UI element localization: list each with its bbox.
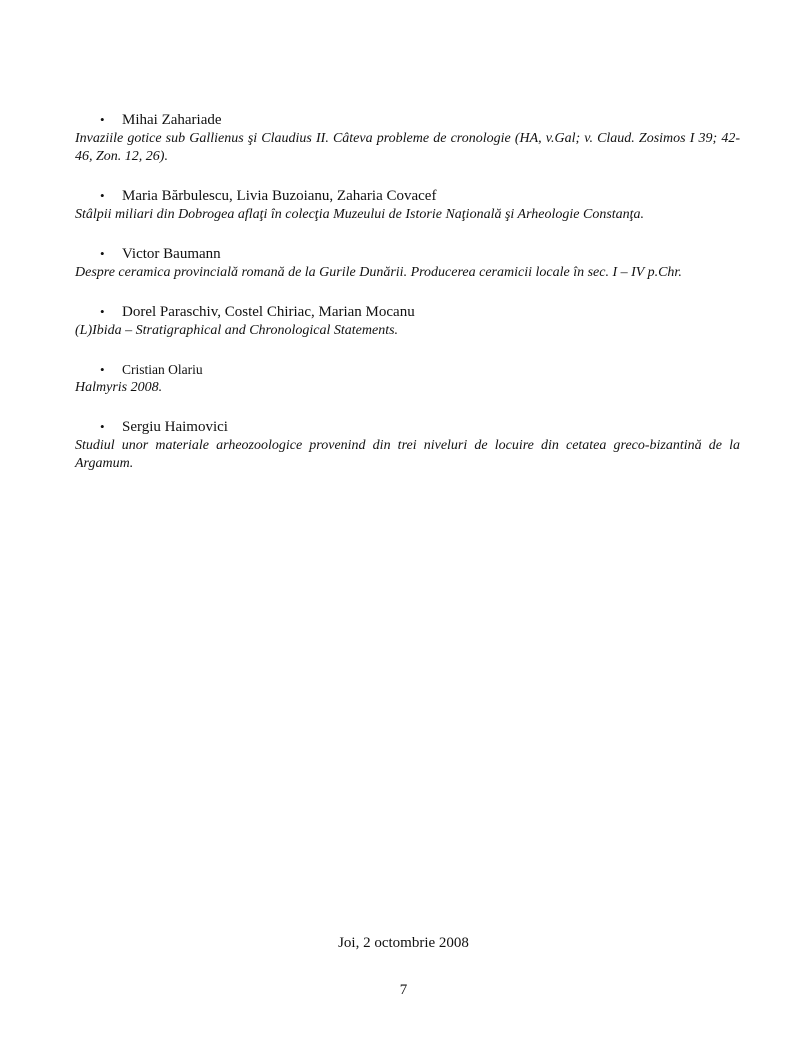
entry-authors-line [100,417,740,437]
entry-authors: Cristian Olariu [122,362,203,377]
program-entries-list [75,110,740,493]
program-entry [75,110,740,166]
entry-authors: Dorel Paraschiv, Costel Chiriac, Marian Mocanu [122,304,415,320]
bullet-icon: • [100,112,105,127]
entry-authors-line [100,244,740,264]
bullet-icon: • [100,304,105,319]
entry-authors: Sergiu Haimovici [122,419,228,435]
entry-title: Despre ceramica provincială romană de la Gurile Dunării. Producerea ceramicii locale în sec. I – IV p.Chr. [75,265,682,280]
bullet-icon: • [100,246,105,261]
entry-title: Invaziile gotice sub Gallienus şi Claudius II. Câteva probleme de cronologie (HA, v.Gal; v. Claud. Zosimos I 39; 42-46, Zon. 12, 26). [75,131,740,164]
bullet-icon: • [100,188,105,203]
bullet-icon: • [100,362,105,377]
entry-title: Stâlpii miliari din Dobrogea aflaţi în colecţia Muzeului de Istorie Naţională şi Arheologie Constanţa. [75,207,645,222]
program-entry [75,302,740,340]
entry-authors-line [100,186,740,206]
program-entry [75,244,740,282]
entry-authors: Mihai Zahariade [122,112,222,128]
page-number: 7 [399,982,408,998]
program-entry [75,186,740,224]
bullet-icon: • [100,419,105,434]
entry-authors: Maria Bărbulescu, Livia Buzoianu, Zaharia Covacef [122,188,437,204]
footer-date: Joi, 2 octombrie 2008 [338,935,469,951]
entry-authors: Victor Baumann [122,246,221,262]
entry-title: Studiul unor materiale arheozoologice provenind din trei niveluri de locuire din cetatea greco-bizantină de la Argamum. [75,438,740,471]
program-entry [75,360,740,397]
entry-authors-line [100,110,740,130]
entry-authors-line [100,360,740,379]
entry-title: Halmyris 2008. [75,380,163,395]
entry-authors-line [100,302,740,322]
entry-title: (L)Ibida – Stratigraphical and Chronological Statements. [75,323,399,338]
program-entry [75,417,740,473]
